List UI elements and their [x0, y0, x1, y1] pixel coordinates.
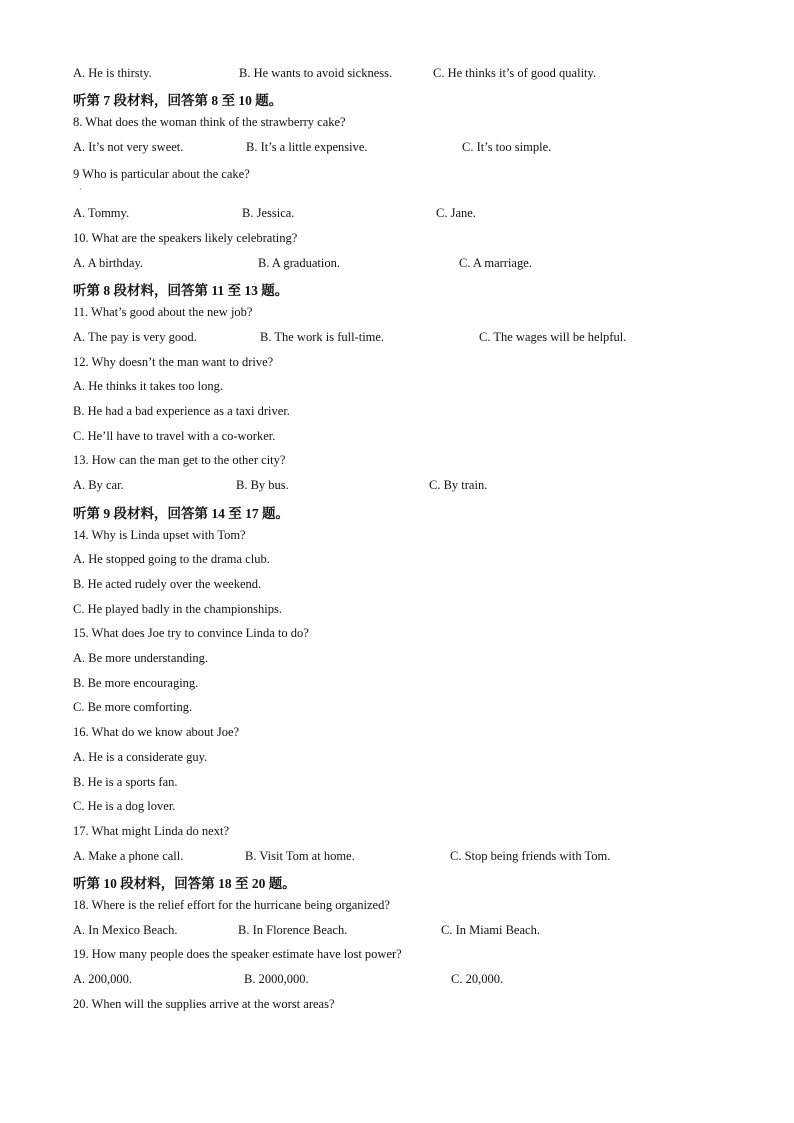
section-7-header: 听第 7 段材料，回答第 8 至 10 题。 [73, 93, 283, 108]
option-c: C. Jane. [436, 206, 476, 220]
question-18: 18. Where is the relief effort for the hurricane being organized? [73, 898, 390, 912]
question-9: 9 Who is particular about the cake? [73, 167, 250, 181]
option-a: A. He is thirsty. [73, 66, 152, 80]
option-c: C. He thinks it’s of good quality. [433, 66, 597, 80]
option-a: A. He thinks it takes too long. [73, 379, 223, 393]
option-b: B. He is a sports fan. [73, 775, 178, 789]
option-c: C. He played badly in the championships. [73, 602, 282, 616]
question-15: 15. What does Joe try to convince Linda to do? [73, 626, 309, 640]
option-b: B. He wants to avoid sickness. [239, 66, 393, 80]
option-b: B. It’s a little expensive. [246, 140, 368, 154]
question-11: 11. What’s good about the new job? [73, 305, 253, 319]
option-a: A. Make a phone call. [73, 849, 184, 863]
option-b: B. 2000,000. [244, 972, 309, 986]
option-c: C. He is a dog lover. [73, 799, 176, 813]
option-b: B. In Florence Beach. [238, 923, 348, 937]
option-b: B. A graduation. [258, 256, 340, 270]
question-13: 13. How can the man get to the other city? [73, 453, 286, 467]
option-b: B. He had a bad experience as a taxi driver. [73, 404, 290, 418]
option-a: A. He stopped going to the drama club. [73, 552, 270, 566]
option-b: B. Jessica. [242, 206, 295, 220]
question-12: 12. Why doesn’t the man want to drive? [73, 355, 274, 369]
option-a: A. He is a considerate guy. [73, 750, 208, 764]
option-a: A. Be more understanding. [73, 651, 209, 665]
option-b: B. The work is full-time. [260, 330, 385, 344]
question-20: 20. When will the supplies arrive at the worst areas? [73, 997, 335, 1011]
section-8-header: 听第 8 段材料，回答第 11 至 13 题。 [73, 283, 289, 298]
question-14: 14. Why is Linda upset with Tom? [73, 528, 246, 542]
option-c: C. In Miami Beach. [441, 923, 540, 937]
section-10-header: 听第 10 段材料，回答第 18 至 20 题。 [73, 876, 296, 891]
option-c: C. 20,000. [451, 972, 504, 986]
question-8: 8. What does the woman think of the strawberry cake? [73, 115, 346, 129]
option-c: C. The wages will be helpful. [479, 330, 627, 344]
stray-mark: · [79, 185, 82, 194]
question-19: 19. How many people does the speaker estimate have lost power? [73, 947, 402, 961]
option-c: C. Be more comforting. [73, 700, 193, 714]
section-9-header: 听第 9 段材料，回答第 14 至 17 题。 [73, 506, 289, 521]
option-b: B. Visit Tom at home. [245, 849, 355, 863]
option-a: A. Tommy. [73, 206, 130, 220]
option-a: A. By car. [73, 478, 124, 492]
option-c: C. He’ll have to travel with a co-worker. [73, 429, 276, 443]
option-a: A. 200,000. [73, 972, 133, 986]
option-c: C. A marriage. [459, 256, 532, 270]
option-a: A. In Mexico Beach. [73, 923, 178, 937]
question-16: 16. What do we know about Joe? [73, 725, 240, 739]
option-b: B. By bus. [236, 478, 289, 492]
option-a: A. A birthday. [73, 256, 144, 270]
question-10: 10. What are the speakers likely celebrating? [73, 231, 298, 245]
option-c: C. By train. [429, 478, 488, 492]
option-c: C. It’s too simple. [462, 140, 552, 154]
option-a: A. It’s not very sweet. [73, 140, 184, 154]
question-17: 17. What might Linda do next? [73, 824, 229, 838]
option-b: B. Be more encouraging. [73, 676, 199, 690]
option-b: B. He acted rudely over the weekend. [73, 577, 262, 591]
option-c: C. Stop being friends with Tom. [450, 849, 611, 863]
option-a: A. The pay is very good. [73, 330, 197, 344]
